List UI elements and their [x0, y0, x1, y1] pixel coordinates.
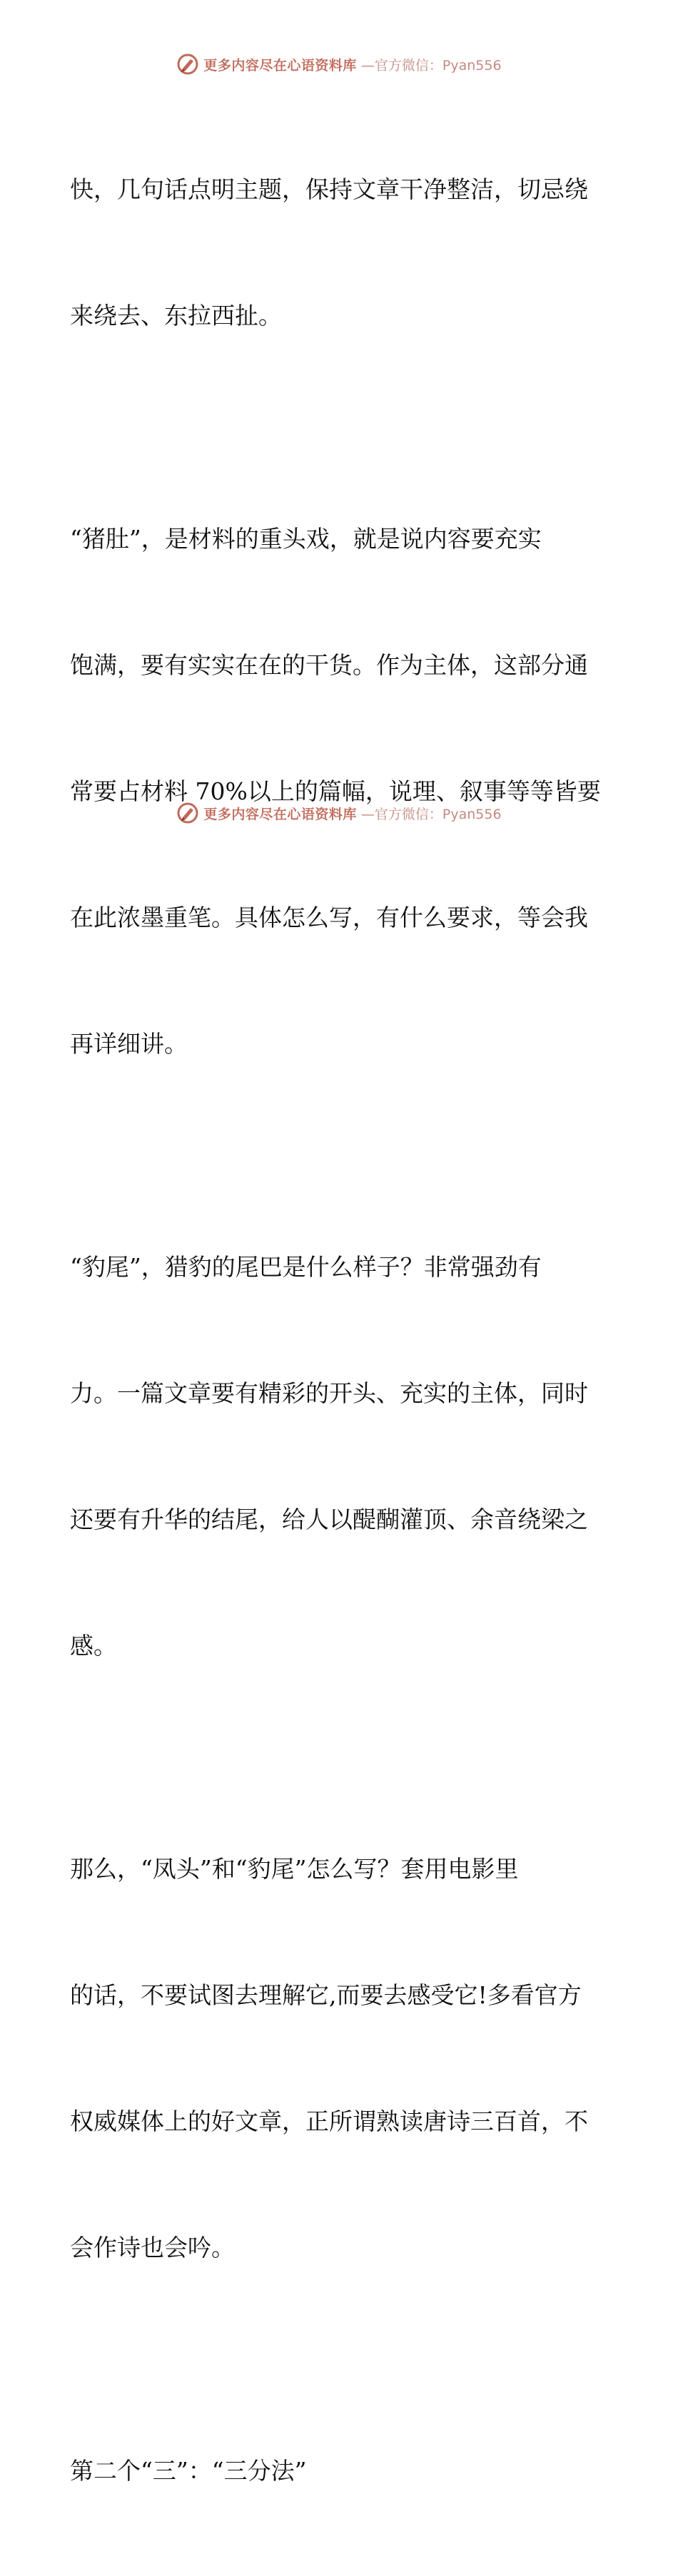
watermark-text: 更多内容尽在心语资料库	[203, 57, 357, 73]
watermark-subtext: —官方微信：Pyan556	[360, 57, 502, 73]
document-body	[70, 84, 612, 2576]
text-line: 在此浓墨重笔。具体怎么写，有什么要求，等会我	[70, 904, 588, 931]
text-line: 感。	[70, 1632, 117, 1660]
text-line: 饱满，要有实实在在的干货。作为主体，这部分通	[70, 651, 588, 679]
watermark-subtext: —官方微信：Pyan556	[360, 806, 502, 822]
text-line: 第二个“三”：“三分法”	[70, 2457, 307, 2485]
pen-logo-icon	[176, 53, 199, 76]
text-line: 权威媒体上的好文章，正所谓熟读唐诗三百首，不	[70, 2107, 588, 2135]
text-line: “猪肚”，是材料的重头戏，就是说内容要充实	[70, 525, 542, 553]
text-line: 的话，不要试图去理解它,而要去感受它!多看官方	[70, 1981, 582, 2009]
section-heading	[70, 2366, 612, 2576]
text-line: 快，几句话点明主题，保持文章干净整洁，切忌绕	[70, 175, 588, 203]
text-line: 会作诗也会吟。	[70, 2234, 235, 2261]
watermark-header	[0, 51, 678, 77]
paragraph-2	[70, 434, 612, 1149]
text-line: 再详细讲。	[70, 1030, 188, 1058]
watermark-text: 更多内容尽在心语资料库	[203, 806, 357, 822]
text-line: “豹尾”，猎豹的尾巴是什么样子？非常强劲有	[70, 1253, 542, 1281]
pen-logo-icon	[176, 802, 199, 824]
text-line: 来绕去、东拉西扯。	[70, 302, 282, 329]
paragraph-4	[70, 1764, 612, 2353]
paragraph-3	[70, 1162, 612, 1751]
text-line: 那么，“凤头”和“豹尾”怎么写？套用电影里	[70, 1855, 519, 1883]
text-line: 力。一篇文章要有精彩的开头、充实的主体，同时	[70, 1379, 588, 1407]
paragraph-1	[70, 84, 612, 421]
text-line: 常要占材料 70%以上的篇幅，说理、叙事等等皆要	[70, 777, 601, 805]
watermark-footer	[0, 800, 678, 826]
text-line: 还要有升华的结尾，给人以醍醐灌顶、余音绕梁之	[70, 1506, 588, 1533]
